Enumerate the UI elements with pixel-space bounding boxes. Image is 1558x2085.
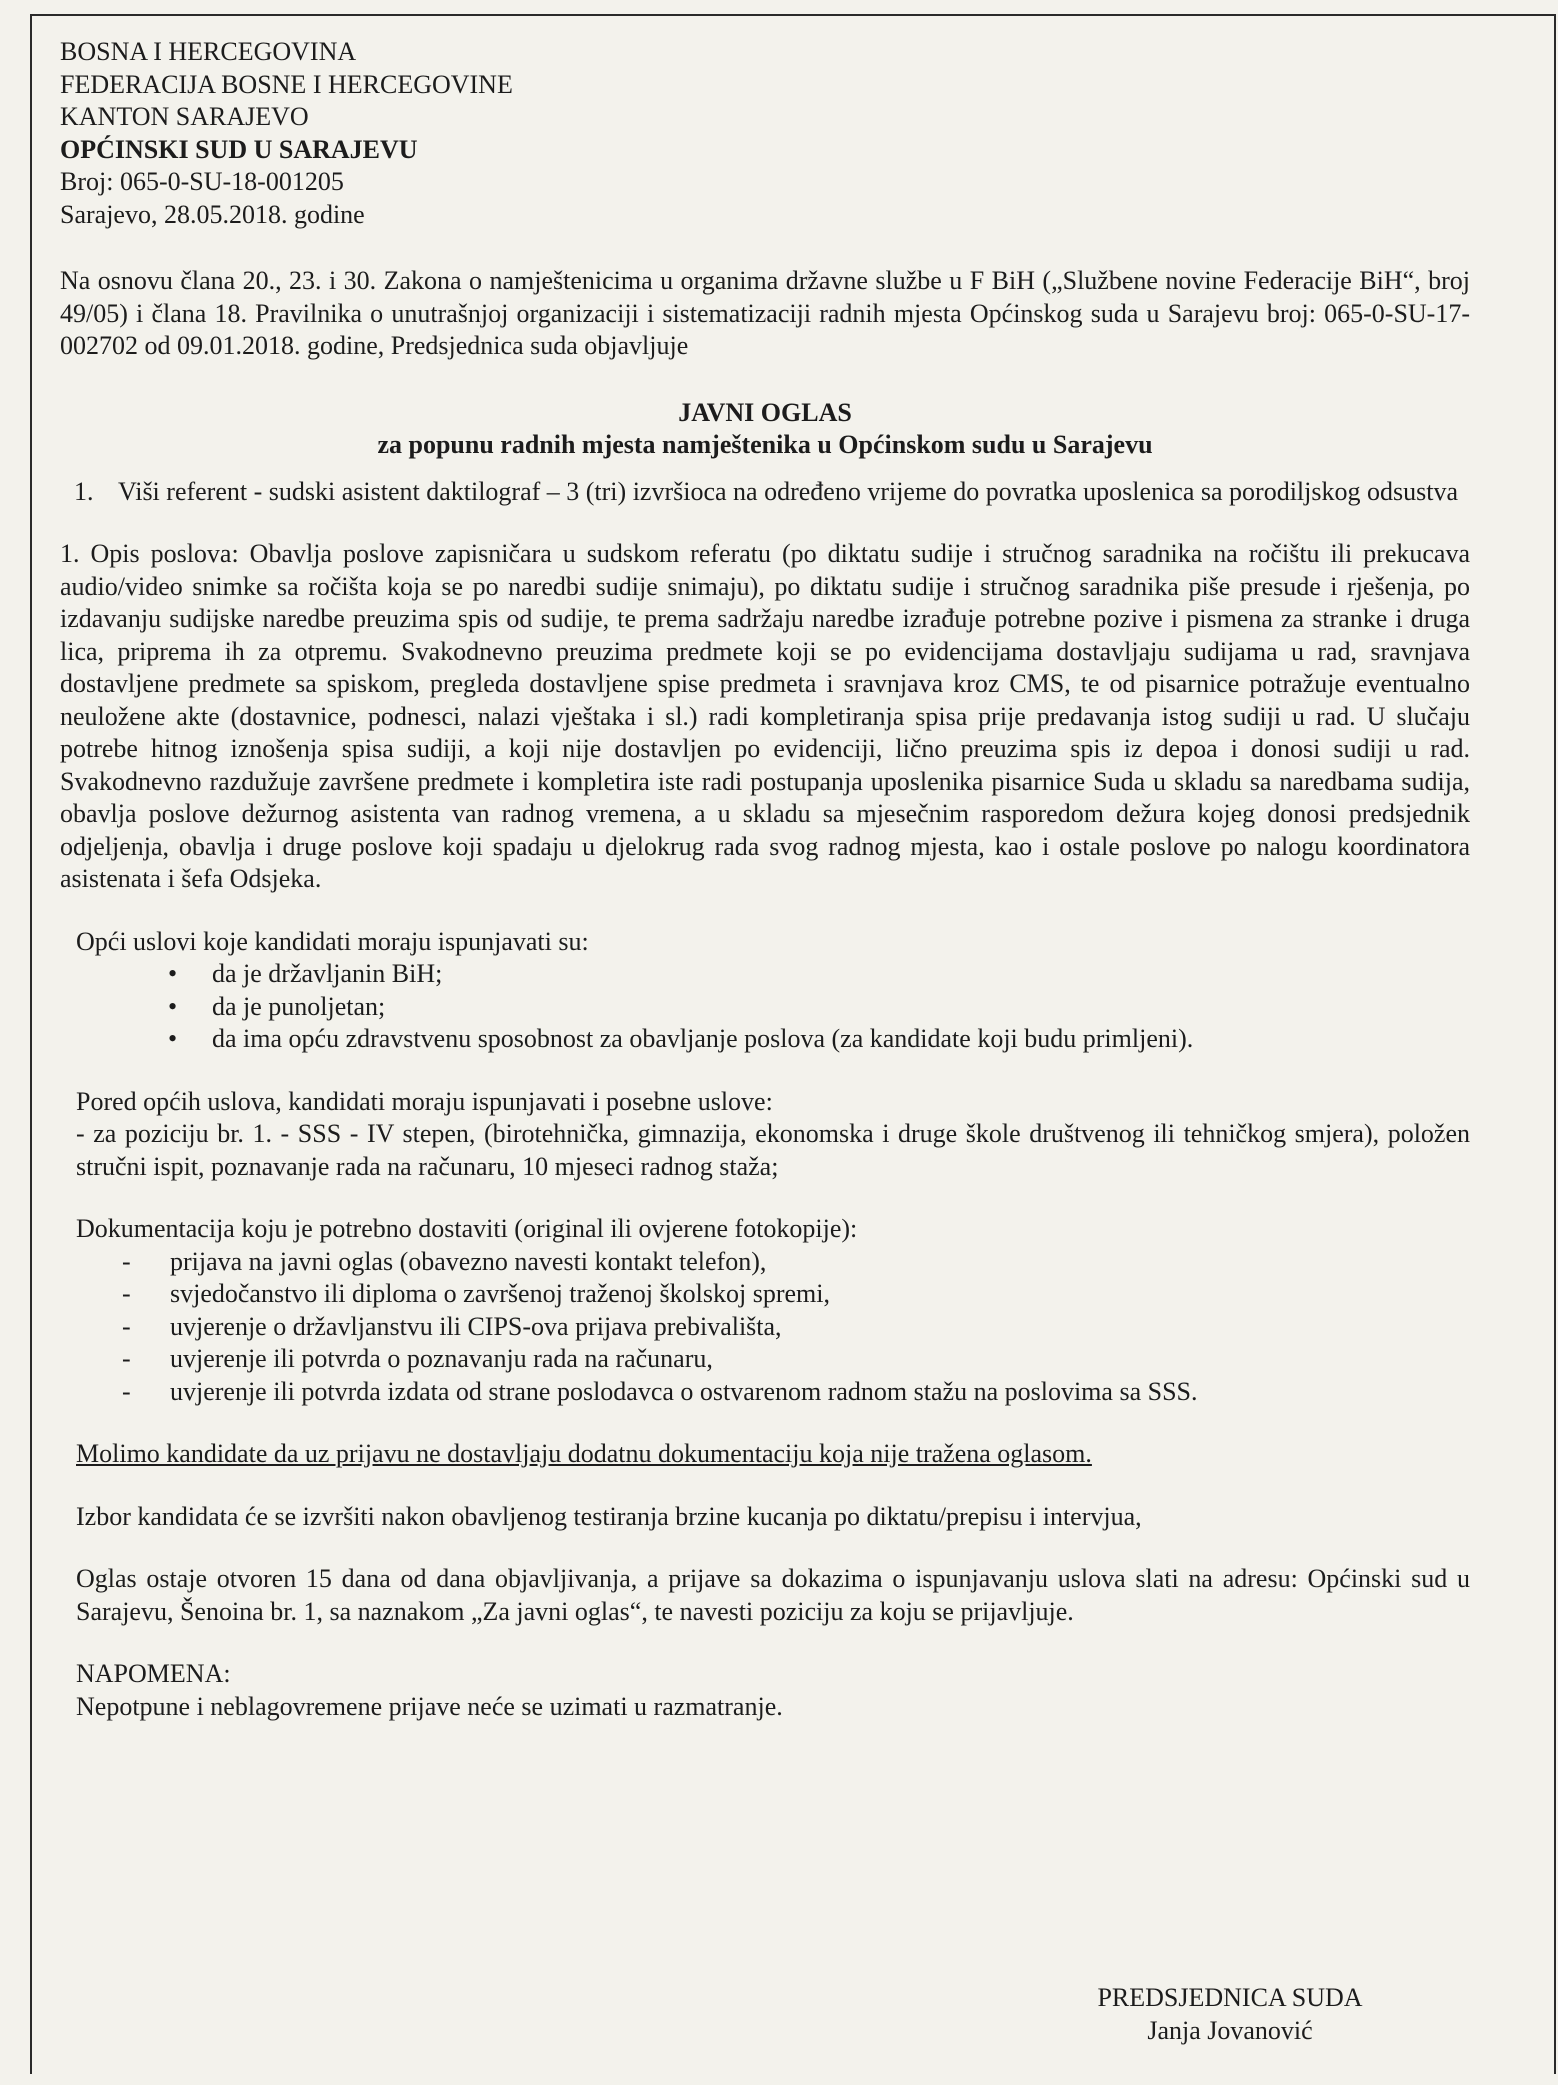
special-conditions — [60, 1086, 1470, 1184]
dash-icon: - — [122, 1376, 131, 1406]
header-date: Sarajevo, 28.05.2018. godine — [60, 199, 365, 229]
dash-icon: - — [122, 1246, 131, 1276]
note-text: Nepotpune i neblagovremene prijave neće se uzimati u razmatranje. — [76, 1691, 783, 1721]
bullet-icon: • — [168, 1024, 178, 1053]
dash-icon: - — [122, 1311, 131, 1341]
list-item: - svjedočanstvo ili diploma o završenoj traženoj školskoj spremi, — [60, 1278, 1470, 1311]
documents-heading: Dokumentacija koju je potrebno dostaviti (original ili ovjerene fotokopije): — [76, 1214, 858, 1243]
note-section — [60, 1658, 1470, 1723]
list-item: - prijava na javni oglas (obavezno navesti kontakt telefon), — [60, 1246, 1470, 1279]
general-conditions-heading: Opći uslovi koje kandidati moraju ispunjavati su: — [76, 926, 589, 956]
page-subtitle: za popunu radnih mjesta namještenika u Općinskom sudu u Sarajevu — [377, 430, 1153, 459]
list-item: • da ima opću zdravstvenu sposobnost za obavljanje poslova (za kandidate koji budu primljeni). — [60, 1023, 1470, 1056]
page-title: JAVNI OGLAS — [678, 397, 852, 427]
list-item: • da je punoljetan; — [60, 991, 1470, 1024]
position-number: 1. — [74, 476, 94, 506]
header-court: OPĆINSKI SUD U SARAJEVU — [60, 134, 418, 164]
signature-block — [1070, 1982, 1390, 2047]
note-heading: NAPOMENA: — [76, 1659, 231, 1688]
document-body — [60, 36, 1470, 2045]
dash-icon: - — [122, 1279, 131, 1308]
general-conditions — [60, 926, 1470, 1056]
selection-text: Izbor kandidata će se izvršiti nakon obavljenog testiranja brzine kucanja po diktatu/prepisu i intervjua, — [76, 1501, 1142, 1531]
dash-icon: - — [122, 1344, 131, 1373]
header-country: BOSNA I HERCEGOVINA — [60, 37, 357, 66]
list-item: • da je državljanin BiH; — [60, 958, 1470, 991]
notice-underlined: Molimo kandidate da uz prijavu ne dostavljaju dodatnu dokumentaciju koja nije tražena oglasom. — [76, 1439, 1092, 1468]
bullet-icon: • — [168, 959, 178, 988]
position-item — [60, 476, 1470, 509]
list-item: - uvjerenje o državljanstvu ili CIPS-ova prijava prebivališta, — [60, 1311, 1470, 1344]
list-item: - uvjerenje ili potvrda izdata od strane poslodavca o ostvarenom radnom stažu na poslovima sa SSS. — [60, 1376, 1470, 1409]
list-item: - uvjerenje ili potvrda o poznavanju rada na računaru, — [60, 1343, 1470, 1376]
header-canton: KANTON SARAJEVO — [60, 102, 309, 131]
header-federation: FEDERACIJA BOSNE I HERCEGOVINE — [60, 69, 513, 99]
job-description: 1. Opis poslova: Obavlja poslove zapisničara u sudskom referatu (po diktatu sudije i stručnog saradnika na ročištu ili prekucava audio/video snimke sa ročišta koja se po naredbi sudije snimaju), po diktatu sudije i stručnog saradnika piše presude i rješenja, po izdavanju sudijske naredbe preuzima spis od sudije, te prema sadržaju naredbe izrađuje potrebne pozive i pismena za stranke i druga lica, priprema ih za otpremu. Svakodnevno preuzima predmete koji se po evidencijama dostavljaju sudijama u rad, sravnjava dostavljene predmete sa spiskom, pregleda dostavljene spise predmeta i sravnjava kroz CMS, te od pisarnice potražuje eventualno neuložene akte (dostavnice, podnesci, nalazi vještaka i sl.) radi kompletiranja spisa prije predavanja istog sudiji u rad. U slučaju potrebe hitnog iznošenja spisa sudiji, a koji nije dostavljen po evidenciji, lično preuzima spis iz depoa i donosi sudiji u rad. Svakodnevno razdužuje završene predmete i kompletira iste radi postupanja uposlenika pisarnice Suda u skladu sa naredbama sudija, obavlja poslove dežurnog asistenta van radnog vremena, a u skladu sa mjesečnim rasporedom dežura kojeg donosi predsjednik odjeljenja, obavlja i druge poslove koji spadaju u djelokrug rada svog radnog mjesta, kao i ostale poslove po nalogu koordinatora asistenata i šefa Odsjeka. — [60, 539, 1470, 893]
general-conditions-list — [60, 958, 1470, 1056]
special-conditions-heading: Pored općih uslova, kandidati moraju ispunjavati i posebne uslove: — [76, 1086, 773, 1116]
bullet-icon: • — [168, 991, 178, 1021]
header-reference-number: Broj: 065-0-SU-18-001205 — [60, 167, 344, 196]
court-header — [60, 36, 1470, 231]
required-documents — [60, 1213, 1470, 1408]
position-text: Viši referent - sudski asistent daktilograf – 3 (tri) izvršioca na određeno vrijeme do povratka uposlenica sa porodiljskog odsustva — [118, 476, 1458, 506]
signature-name: Janja Jovanović — [1147, 2015, 1313, 2045]
signature-role: PREDSJEDNICA SUDA — [1097, 1983, 1363, 2012]
submission-text: Oglas ostaje otvoren 15 dana od dana objavljivanja, a prijave sa dokazima o ispunjavanju uslova slati na adresu: Općinski sud u Sarajevu, Šenoina br. 1, sa naznakom „Za javni oglas“, te navesti poziciju za koju se prijavljuje. — [76, 1564, 1470, 1626]
intro-paragraph: Na osnovu člana 20., 23. i 30. Zakona o namještenicima u organima državne službe u F BiH („Službene novine Federacije BiH“, broj 49/05) i člana 18. Pravilnika o unutrašnjoj organizaciji i sistematizaciji radnih mjesta Općinskog suda u Sarajevu broj: 065-0-SU-17-002702 od 09.01.2018. godine, Predsjednica suda objavljuje — [60, 266, 1470, 360]
special-conditions-text: - za poziciju br. 1. - SSS - IV stepen, (birotehnička, gimnazija, ekonomska i druge škole društvenog ili tehničkog smjera), položen stručni ispit, poznavanje rada na računaru, 10 mjeseci radnog staža; — [76, 1119, 1470, 1181]
documents-list — [60, 1246, 1470, 1409]
